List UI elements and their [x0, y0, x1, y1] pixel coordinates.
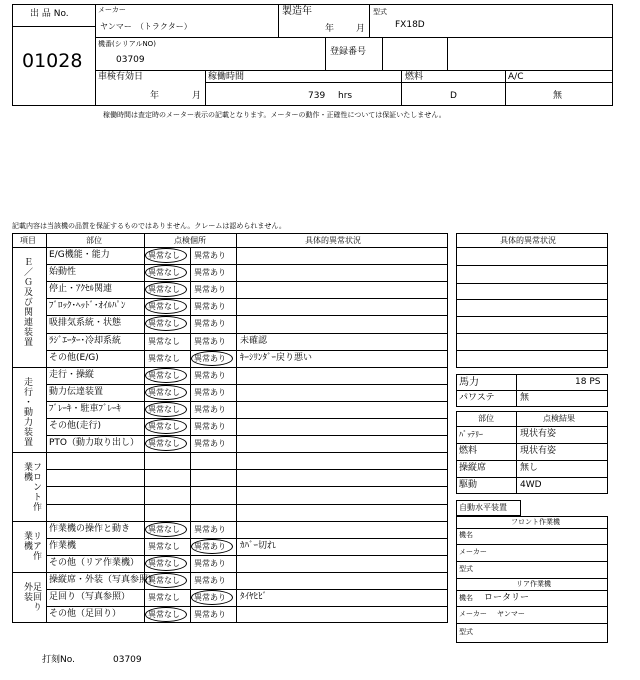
- registration-label: 登録番号: [330, 47, 367, 57]
- detail-text: 未確認: [240, 335, 268, 346]
- normal-option: 異常なし: [148, 387, 180, 397]
- fuel-value: D: [450, 91, 457, 101]
- part-label: その他（リア作業機）: [49, 557, 140, 568]
- part-label: 作業機の操作と動き: [49, 523, 131, 534]
- part-label: E/G機能・能力: [49, 250, 110, 260]
- lot-number-label: 出 品 No.: [30, 9, 69, 19]
- model-value: FX18D: [395, 20, 425, 30]
- stamp-value: 03709: [113, 655, 142, 665]
- part-label: 停止・ｱｸｾﾙ関連: [49, 284, 113, 295]
- row-divider: [46, 350, 448, 351]
- maker-label: メーカー: [98, 6, 126, 14]
- front-model-label: 型式: [459, 565, 473, 573]
- normal-option: 異常なし: [148, 268, 180, 278]
- col-detail-header: 具体的異常状況: [305, 236, 361, 245]
- part-label: 始動性: [49, 267, 77, 278]
- normal-option: 異常なし: [148, 610, 180, 620]
- abnormal-option: 異常あり: [194, 404, 226, 414]
- row-divider: [46, 606, 448, 607]
- part-label: ﾗｼﾞｴｰﾀｰ･冷却系統: [49, 335, 122, 346]
- row-divider: [46, 401, 448, 402]
- serial-value: 03709: [116, 55, 145, 65]
- detail-text: ｶﾊﾞｰ切れ: [240, 540, 277, 551]
- section-label: Ｅ／Ｇ及び関連装置: [22, 257, 32, 347]
- normal-option: 異常なし: [148, 370, 180, 380]
- result-header: 点検結果: [543, 414, 575, 423]
- quality-disclaimer: 記載内容は当該機の品質を保証するものではありません。クレームは認められません。: [12, 222, 286, 230]
- stamp-label: 打刻No.: [42, 655, 75, 665]
- rear-model-label: 型式: [459, 628, 473, 636]
- row-divider: [46, 538, 448, 539]
- row-divider: [46, 555, 448, 556]
- section-divider: [12, 452, 448, 453]
- drive-label: 駆動: [459, 480, 478, 490]
- ac-value: 無: [553, 91, 563, 101]
- part-label: 吸排気系統・状態: [49, 318, 122, 329]
- ac-label: A/C: [508, 72, 524, 82]
- abnormal-option: 異常あり: [194, 285, 226, 295]
- abnormal-option: 異常あり: [194, 387, 226, 397]
- maker-value: ヤンマー （トラクター）: [100, 22, 192, 31]
- abnormal-option: 異常あり: [194, 353, 226, 363]
- col-part-header: 部位: [86, 236, 102, 245]
- section-label: リア作業機: [22, 530, 41, 561]
- row-divider: [46, 469, 448, 470]
- part-label: 操縦席・外装（写真参照）: [49, 574, 158, 585]
- row-divider: [46, 281, 448, 282]
- abnormal-option: 異常あり: [194, 439, 226, 449]
- row-divider: [46, 384, 448, 385]
- normal-option: 異常なし: [148, 251, 180, 260]
- battery-label: ﾊﾞｯﾃﾘｰ: [459, 430, 483, 439]
- inspection-year-suffix: 年: [150, 91, 160, 101]
- rear-machine-name: ロータリー: [484, 593, 530, 603]
- model-label: 型式: [373, 8, 387, 16]
- part-header: 部位: [478, 414, 494, 423]
- detail-text: ｷｰｼﾘﾝﾀﾞｰ戻り悪い: [240, 352, 313, 363]
- auto-level-label: 自動水平装置: [459, 503, 507, 512]
- hp-value: 18 PS: [575, 377, 601, 387]
- rear-machine-name-label: 機名: [459, 594, 473, 602]
- serial-label: 機番(シリアルNO): [98, 40, 156, 48]
- normal-option: 異常なし: [148, 336, 180, 346]
- section-divider: [12, 367, 448, 368]
- part-label: 走行・操縦: [49, 369, 95, 380]
- normal-option: 異常なし: [148, 302, 180, 312]
- row-divider: [46, 504, 448, 505]
- fuel-check-label: 燃料: [459, 446, 478, 456]
- front-maker-label: メーカー: [459, 548, 487, 556]
- hp-label: 馬力: [459, 377, 479, 388]
- row-divider: [46, 333, 448, 334]
- part-label: ﾌﾞﾚｰｷ・駐車ﾌﾞﾚｰｷ: [49, 403, 122, 414]
- abnormal-option: 異常あり: [194, 524, 226, 534]
- normal-option: 異常なし: [148, 541, 180, 551]
- part-label: PTO（動力取り出し）: [49, 438, 140, 449]
- hours-value: 739: [308, 91, 326, 101]
- abnormal-option: 異常あり: [194, 302, 226, 312]
- rear-maker-value: ヤンマー: [497, 610, 525, 618]
- section-label: フロント作業機: [22, 462, 41, 513]
- normal-option: 異常なし: [148, 285, 180, 295]
- front-machine-name-label: 機名: [459, 531, 473, 539]
- power-steering-label: パワステ: [459, 393, 495, 403]
- normal-option: 異常なし: [148, 524, 180, 534]
- col-check-header: 点検個所: [174, 236, 206, 245]
- normal-option: 異常なし: [148, 558, 180, 568]
- front-attachment-title: フロント作業機: [511, 518, 560, 526]
- month-suffix: 月: [356, 24, 366, 34]
- right-detail-header: 具体的異常状況: [500, 236, 556, 245]
- abnormal-option: 異常あり: [194, 610, 226, 620]
- right-detail-box: [456, 233, 608, 368]
- row-divider: [46, 315, 448, 316]
- power-steering-value: 無: [520, 393, 530, 403]
- abnormal-option: 異常あり: [194, 336, 226, 346]
- row-divider: [46, 264, 448, 265]
- row-divider: [46, 435, 448, 436]
- hours-unit: hrs: [338, 91, 353, 101]
- battery-value: 現状有姿: [520, 429, 557, 439]
- detail-text: ﾀｲﾔﾋﾋﾞ: [240, 592, 268, 602]
- year-label: 製造年: [282, 6, 312, 17]
- section-label: 足回り外装: [22, 581, 41, 612]
- normal-option: 異常なし: [148, 404, 180, 414]
- normal-option: 異常なし: [148, 353, 180, 363]
- normal-option: 異常なし: [148, 593, 180, 602]
- normal-option: 異常なし: [148, 439, 180, 449]
- lot-number: 01028: [22, 50, 83, 72]
- part-label: 動力伝達装置: [49, 386, 104, 397]
- part-label: 足回り（写真参照）: [49, 592, 131, 602]
- cabin-label: 操縦席: [459, 463, 487, 473]
- abnormal-option: 異常あり: [194, 593, 226, 602]
- abnormal-option: 異常あり: [194, 558, 226, 568]
- section-divider: [12, 521, 448, 522]
- hours-label: 稼働時間: [208, 72, 245, 82]
- part-label: その他(E/G): [49, 352, 99, 363]
- rear-maker-label: メーカー: [459, 610, 487, 618]
- normal-option: 異常なし: [148, 575, 180, 585]
- inspection-month-suffix: 月: [192, 91, 202, 101]
- part-label: その他(走行): [49, 421, 102, 431]
- col-item-header: 項目: [20, 236, 36, 245]
- abnormal-option: 異常あり: [194, 370, 226, 380]
- normal-option: 異常なし: [148, 422, 180, 431]
- year-suffix: 年: [325, 24, 335, 34]
- row-divider: [46, 486, 448, 487]
- cabin-value: 無し: [520, 463, 539, 473]
- rear-attachment-title: リア作業機: [516, 580, 551, 588]
- fuel-label: 燃料: [405, 72, 424, 82]
- abnormal-option: 異常あり: [194, 422, 226, 431]
- part-label: ﾌﾞﾛｯｸ･ﾍｯﾄﾞ･ｵｲﾙﾊﾟﾝ: [49, 301, 126, 312]
- row-divider: [46, 418, 448, 419]
- abnormal-option: 異常あり: [194, 268, 226, 278]
- inspection-label: 車検有効日: [98, 72, 144, 82]
- drive-value: 4WD: [520, 480, 542, 490]
- part-label: その他（足回り）: [49, 609, 122, 620]
- fuel-check-value: 現状有姿: [520, 446, 557, 456]
- abnormal-option: 異常あり: [194, 575, 226, 585]
- abnormal-option: 異常あり: [194, 541, 226, 551]
- normal-option: 異常なし: [148, 319, 180, 329]
- part-label: 作業機: [49, 540, 77, 551]
- section-label: 走行・動力装置: [22, 376, 32, 447]
- row-divider: [46, 589, 448, 590]
- hours-disclaimer: 稼働時間は査定時のメーター表示の記載となります。メーターの動作・正確性については保証いたしません。: [103, 111, 446, 119]
- section-divider: [12, 572, 448, 573]
- abnormal-option: 異常あり: [194, 251, 226, 260]
- row-divider: [46, 298, 448, 299]
- abnormal-option: 異常あり: [194, 319, 226, 329]
